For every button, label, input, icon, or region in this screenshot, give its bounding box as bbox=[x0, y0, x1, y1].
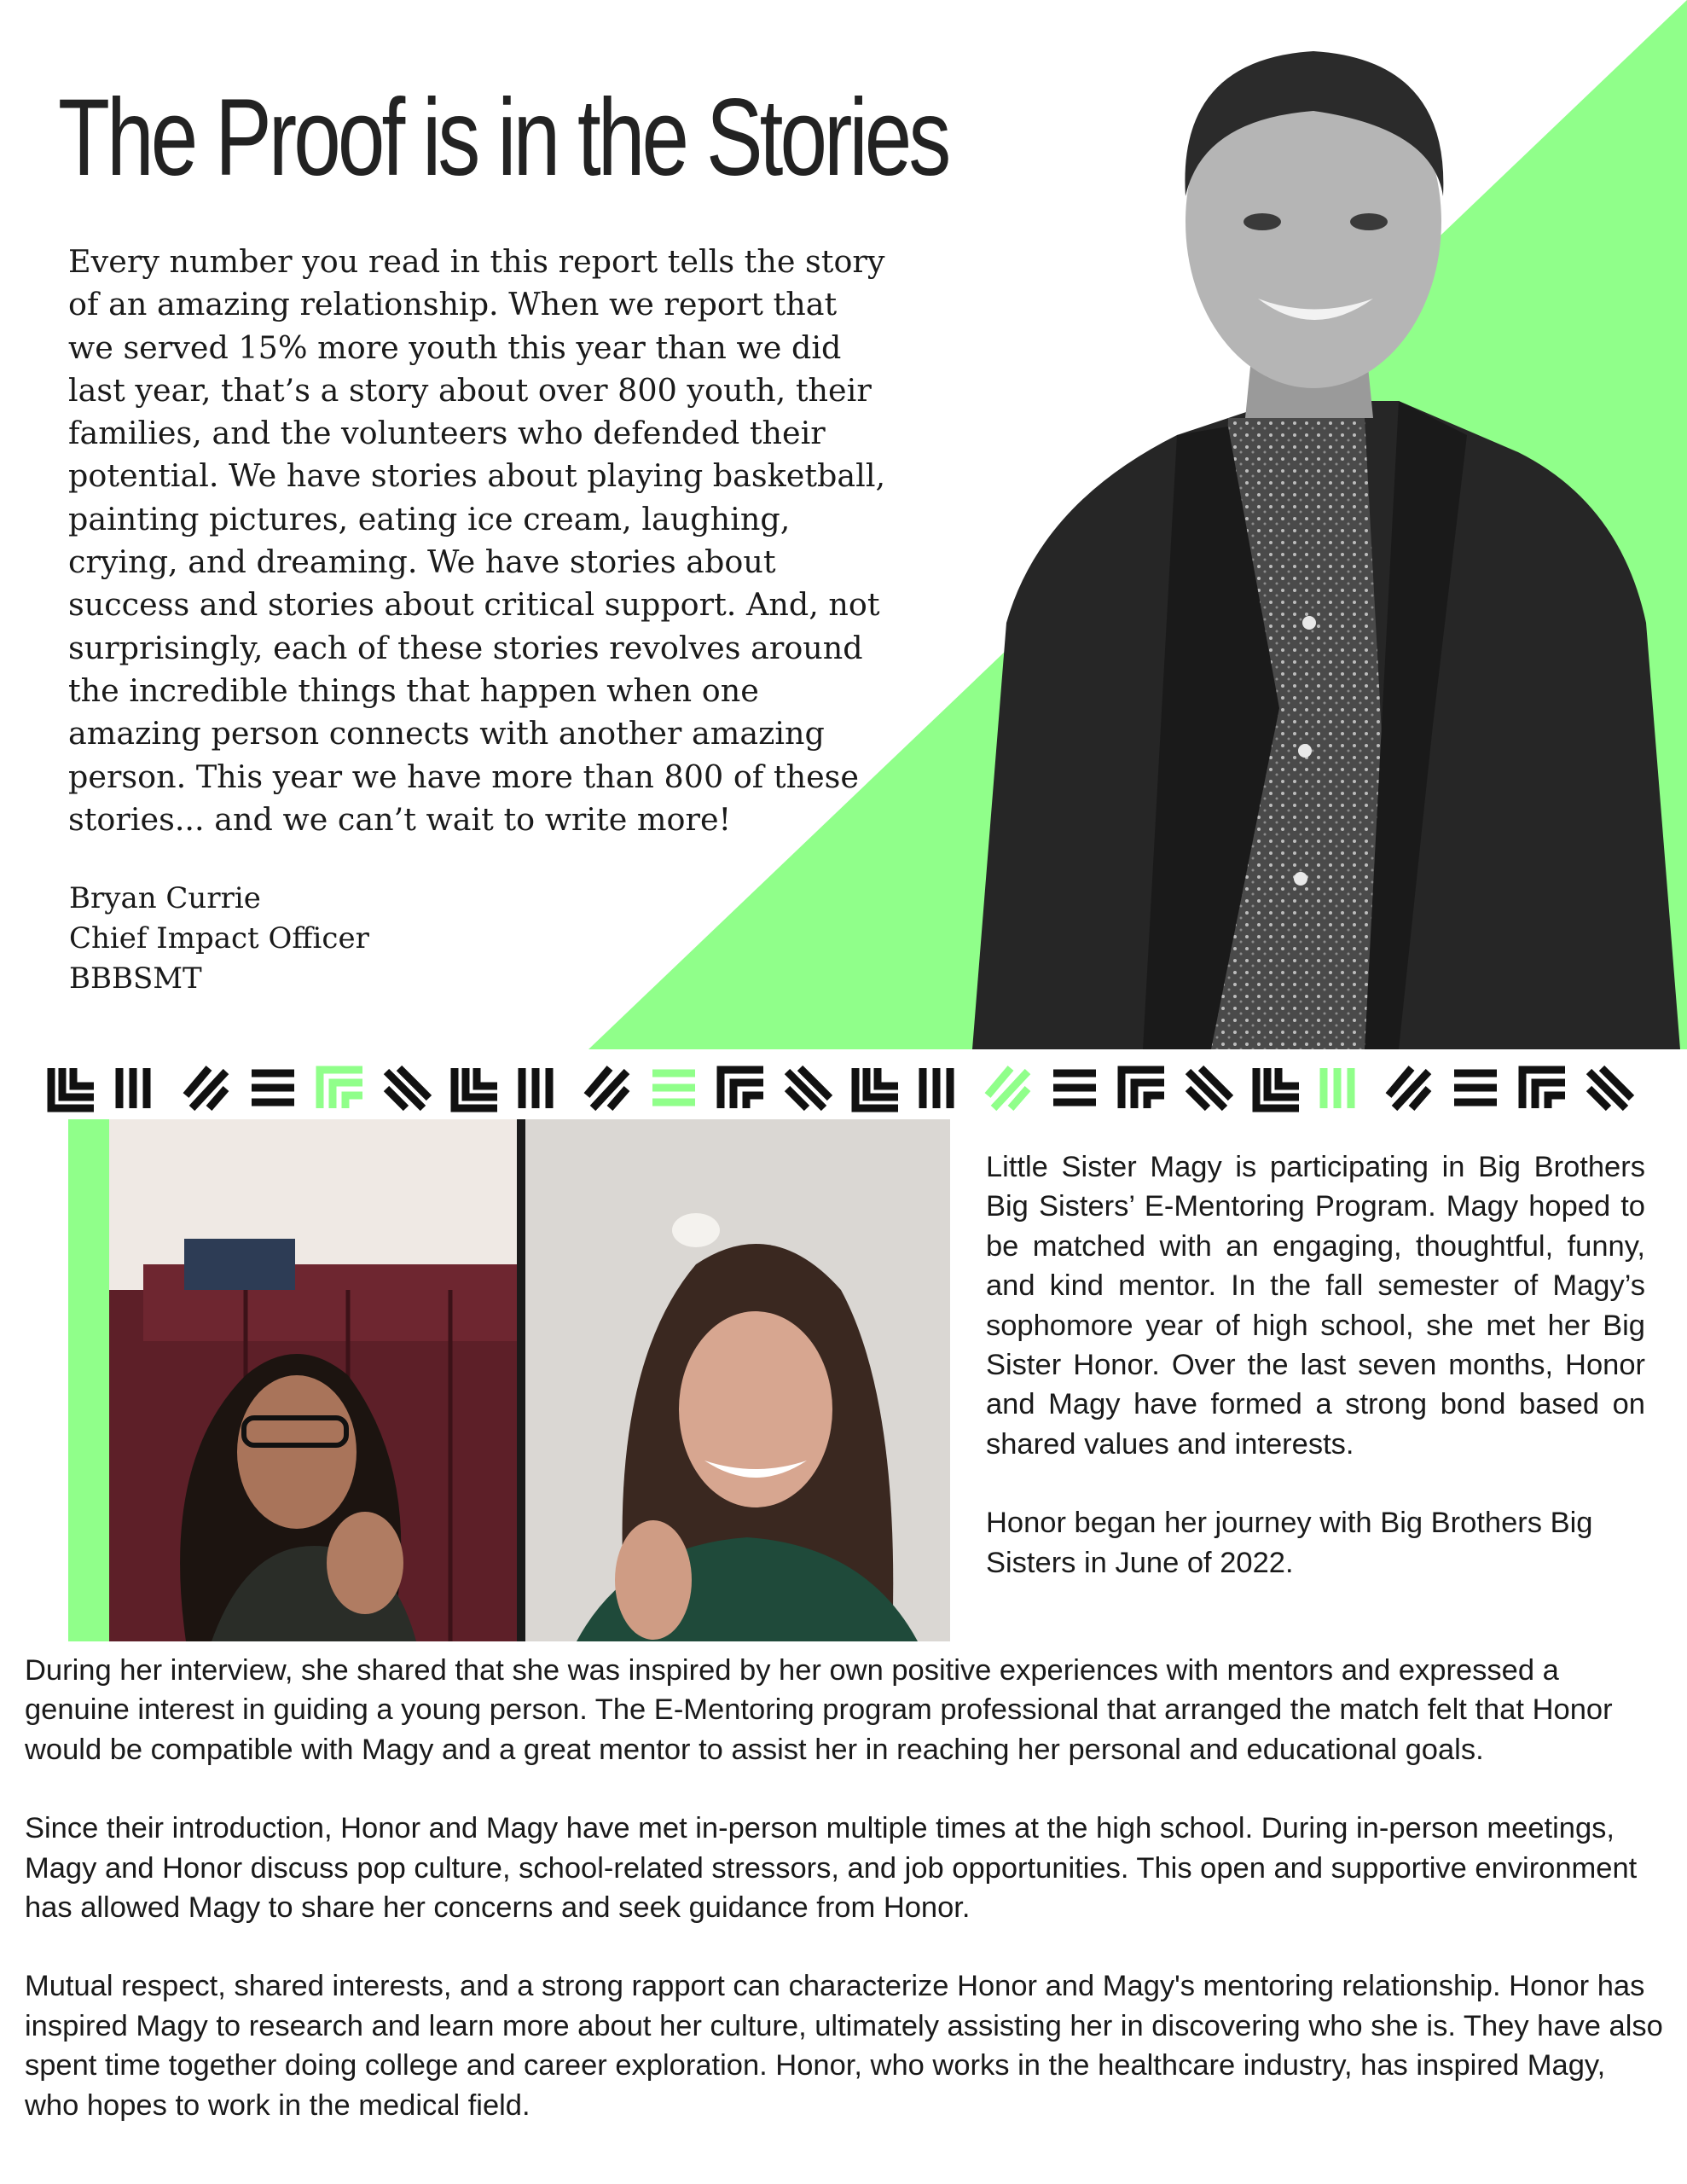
mentee-photo bbox=[109, 1119, 519, 1641]
signature-org: BBBSMT bbox=[69, 961, 202, 996]
intro-paragraph: Every number you read in this report tells the story of an amazing relationship. When we report that we served 15% more youth this year than we did last year, that’s a story about over 800 youth, their families, and the volunteers who defended their potential. We have stories about playing basketball, painting pictures, eating ice cream, laughing, crying, and dreaming. We have stories about success and stories about critical support. And, not surprisingly, each of these stories revolves around the incredible things that happen when one amazing person connects with another amazing person. This year we have more than 800 of these stories... and we can’t wait to write more! bbox=[68, 243, 886, 838]
green-accent-bar bbox=[68, 1119, 109, 1641]
story-paragraph-5: Mutual respect, shared interests, and a strong rapport can characterize Honor and Magy's mentoring relationship. Honor has inspired Magy to research and learn more about her culture, ultimately assisting her in discovering who she is. They have also spent time together doing college and career exploration. Honor, who works in the healthcare industry, has inspired Magy, who hopes to work in the medical field. bbox=[25, 1970, 1663, 2122]
story-paragraph-1: Little Sister Magy is participating in Big Brothers Big Sisters’ E-Mentoring Program. Magy hoped to be matched with an engaging, thoughtful, funny, and kind mentor. In the fall semester of Magy’s sophomore year of high school, she met her Big Sister Honor. Over the last seven months, Honor and Magy have formed a strong bond based on shared values and interests. bbox=[986, 1151, 1645, 1461]
mentor-photo bbox=[525, 1119, 950, 1641]
portrait-photo bbox=[921, 26, 1680, 1049]
page-title: The Proof is in the Stories bbox=[58, 77, 948, 199]
decorative-pattern-strip bbox=[0, 1058, 1687, 1118]
signature-block bbox=[69, 879, 369, 999]
story-intro bbox=[986, 1147, 1645, 1583]
story-body bbox=[25, 1651, 1667, 2164]
story-paragraph-4: Since their introduction, Honor and Magy have met in-person multiple times at the high school. During in-person meetings, Magy and Honor discuss pop culture, school-related stressors, and job opportunities. This open and supportive environment has allowed Magy to share her concerns and seek guidance from Honor. bbox=[25, 1812, 1638, 1925]
story-paragraph-3: During her interview, she shared that she was inspired by her own positive experiences with mentors and expressed a genuine interest in guiding a young person. The E-Mentoring program professional that arranged the match felt that Honor would be compatible with Magy and a great mentor to assist her in reaching her personal and educational goals. bbox=[25, 1654, 1613, 1766]
signature-name: Bryan Currie bbox=[69, 881, 261, 915]
signature-role: Chief Impact Officer bbox=[69, 921, 369, 956]
intro-text bbox=[68, 241, 887, 841]
story-paragraph-2: Honor began her journey with Big Brothers Big Sisters in June of 2022. bbox=[986, 1507, 1593, 1579]
